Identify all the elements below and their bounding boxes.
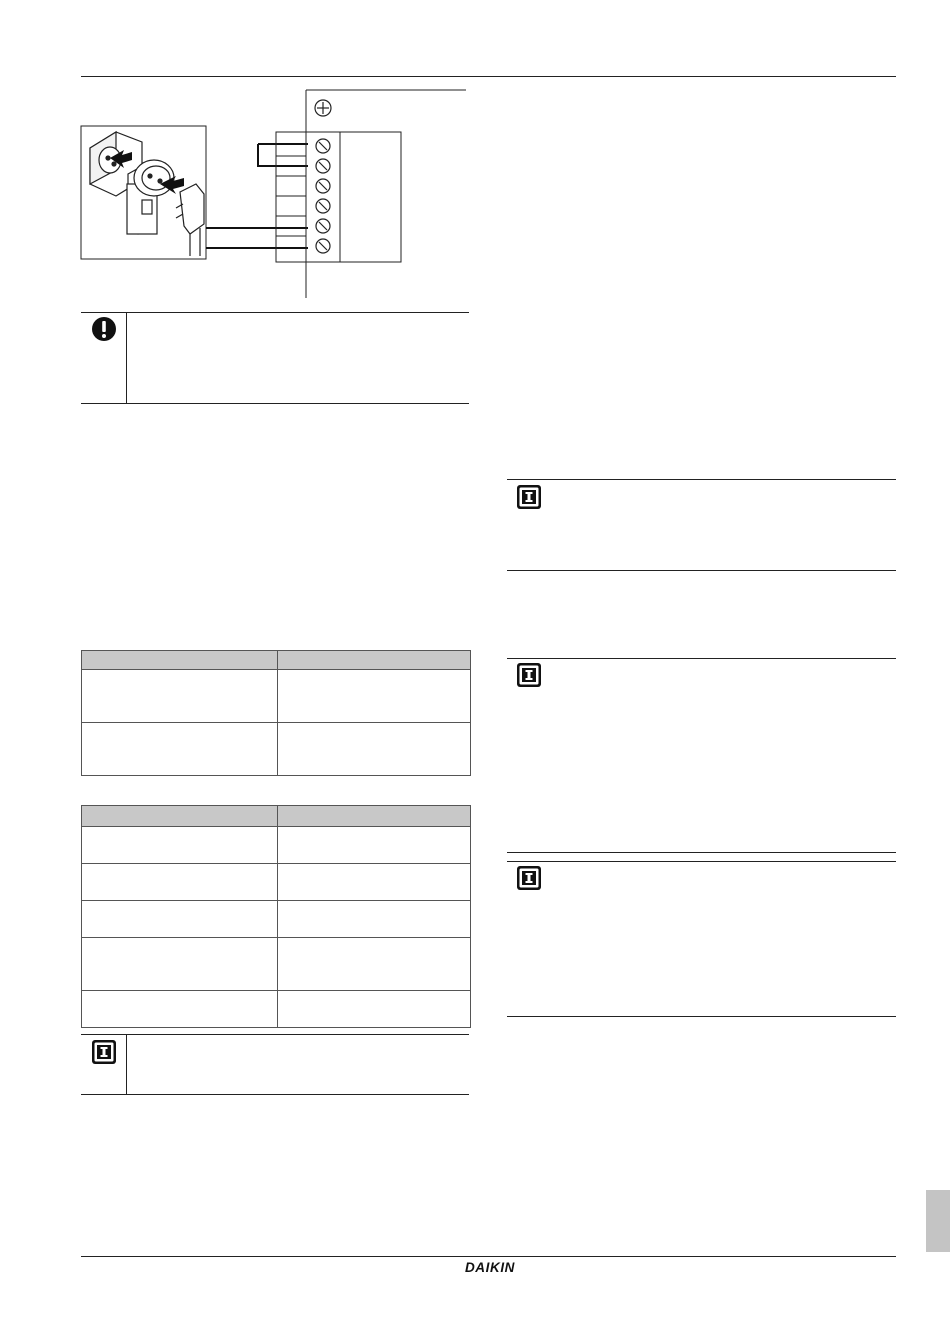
table-row [82,670,471,723]
table-row [82,827,471,864]
wiring-diagram-svg [80,88,470,300]
info-note-2-bottom-rule [507,852,896,853]
info-note-1-bottom-rule [507,570,896,571]
table-1 [81,650,471,776]
exclamation-circle-icon [91,316,117,342]
info-note-left-divider [126,1035,127,1095]
table-header-row [82,651,471,670]
header-rule [81,76,896,77]
info-note-2-top-rule [507,658,896,659]
earth-terminal [315,100,331,116]
table-header-row [82,806,471,827]
adapter [127,160,174,234]
table-2 [81,805,471,1028]
table-row [82,938,471,991]
table-row [82,864,471,901]
info-box-icon [516,865,542,891]
info-box-icon [91,1039,117,1065]
plug [176,184,204,256]
info-note-3-bottom-rule [507,1016,896,1017]
info-box-icon [516,484,542,510]
info-note-left-top-rule [81,1034,469,1035]
wiring-diagram [80,88,470,300]
info-note-3-top-rule [507,861,896,862]
terminal-separators [276,156,306,236]
footer-rule [81,1256,896,1257]
info-note-left-bottom-rule [81,1094,469,1095]
info-note-1-top-rule [507,479,896,480]
svg-text:DAIKIN: DAIKIN [464,1260,516,1275]
table-row [82,991,471,1028]
unit-panel [276,90,466,298]
caution-note-divider [126,313,127,403]
table-row [82,901,471,938]
caution-note-bottom-rule [81,403,469,404]
info-box-icon [516,662,542,688]
caution-note-top-rule [81,312,469,313]
chapter-side-tab [926,1190,950,1252]
daikin-logo [455,1258,525,1276]
terminal-screws [316,139,330,253]
table-row [82,723,471,776]
